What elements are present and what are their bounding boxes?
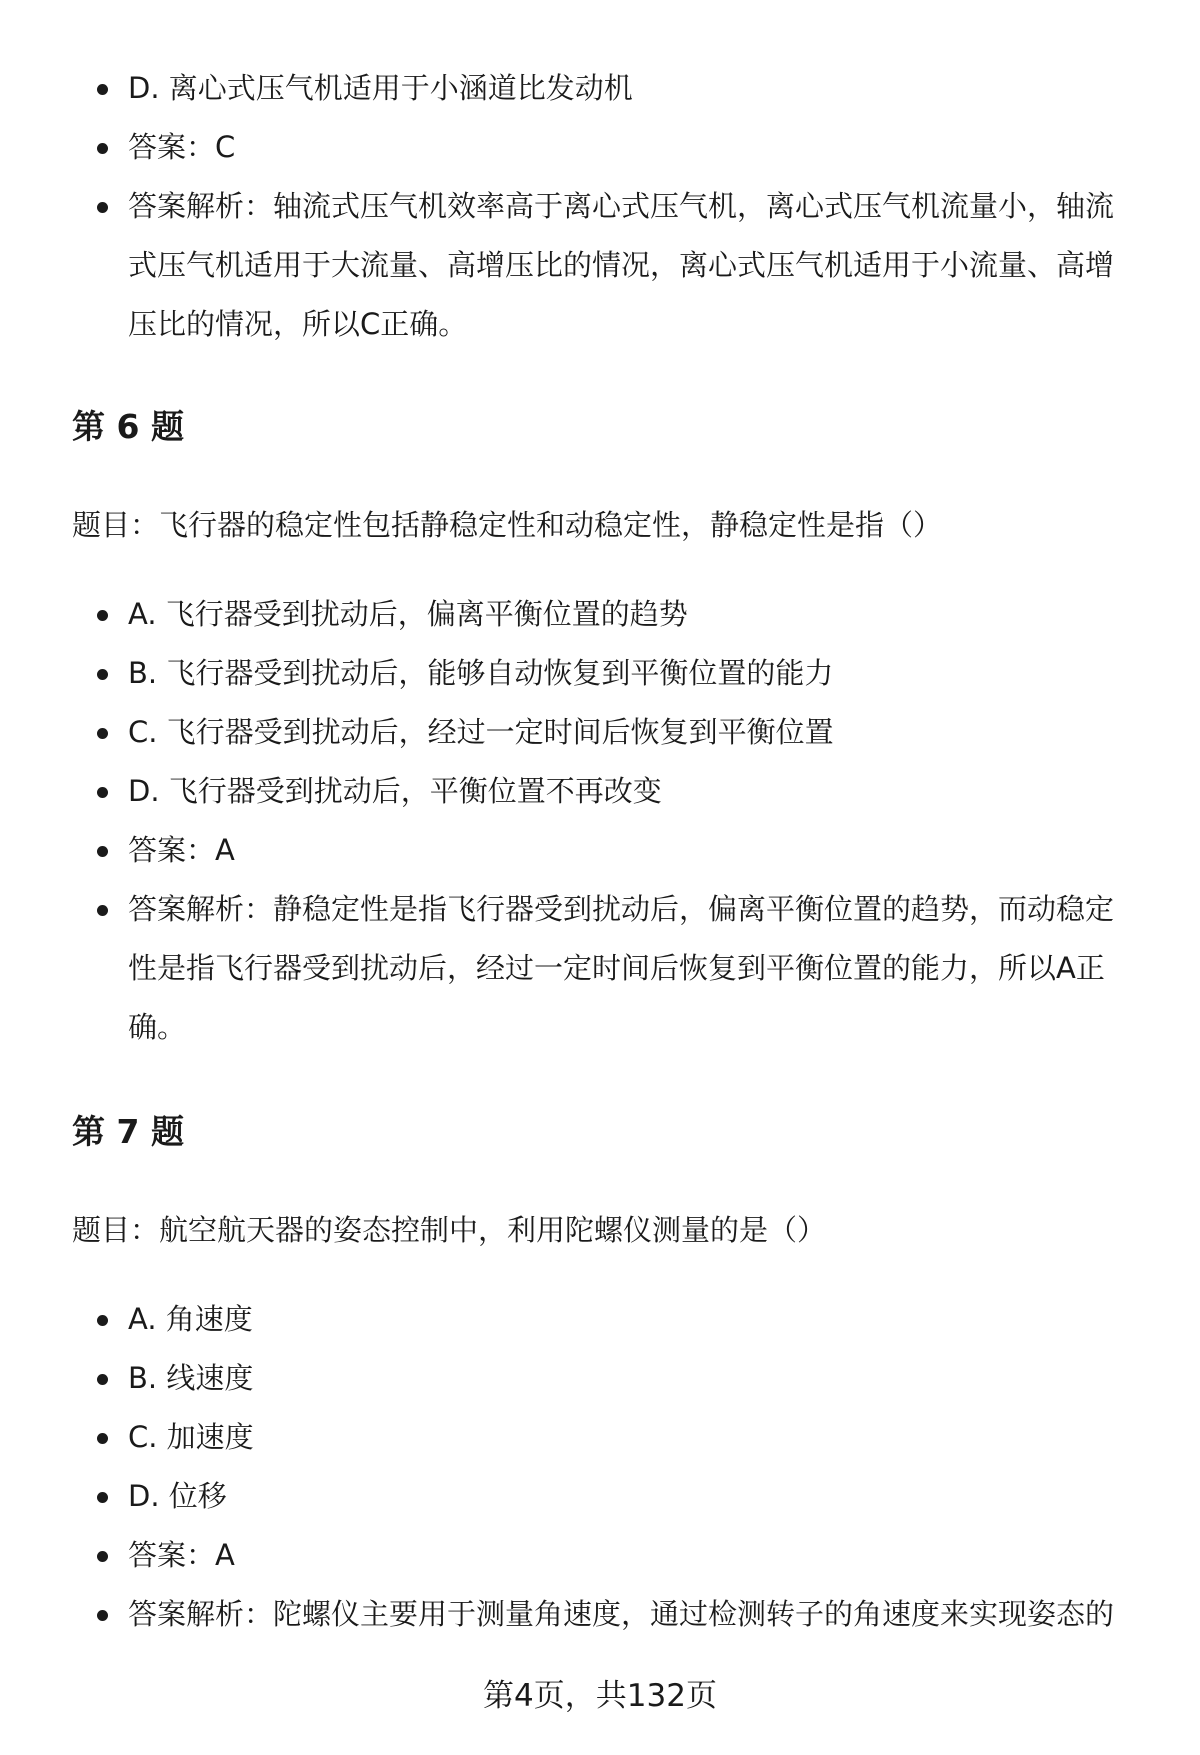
list-item: 答案解析：轴流式压气机效率高于离心式压气机，离心式压气机流量小，轴流式压气机适用于大流量、高增压比的情况，离心式压气机适用于小流量、高增压比的情况，所以C正确。 (0, 177, 1200, 354)
list-item: A. 角速度 (0, 1290, 1200, 1349)
q5-continuation-list (0, 59, 1200, 354)
list-item: 答案：A (0, 821, 1200, 880)
list-item: 答案：C (0, 118, 1200, 177)
page-number: 第4页，共132页 (483, 1678, 717, 1714)
list-item: 答案解析：陀螺仪主要用于测量角速度，通过检测转子的角速度来实现姿态的 (0, 1585, 1200, 1644)
list-item: D. 飞行器受到扰动后，平衡位置不再改变 (0, 762, 1200, 821)
q7-question: 题目：航空航天器的姿态控制中，利用陀螺仪测量的是（） (72, 1213, 827, 1247)
list-item: 答案：A (0, 1526, 1200, 1585)
q7-heading: 第 7 题 (72, 1112, 184, 1151)
list-item: A. 飞行器受到扰动后，偏离平衡位置的趋势 (0, 585, 1200, 644)
list-item: C. 加速度 (0, 1408, 1200, 1467)
q6-heading: 第 6 题 (72, 407, 184, 446)
q6-options-list (0, 585, 1200, 1057)
q7-options-list (0, 1290, 1200, 1644)
list-item: D. 离心式压气机适用于小涵道比发动机 (0, 59, 1200, 118)
list-item: C. 飞行器受到扰动后，经过一定时间后恢复到平衡位置 (0, 703, 1200, 762)
q6-question: 题目：飞行器的稳定性包括静稳定性和动稳定性，静稳定性是指（） (72, 508, 943, 542)
list-item: 答案解析：静稳定性是指飞行器受到扰动后，偏离平衡位置的趋势，而动稳定性是指飞行器受到扰动后，经过一定时间后恢复到平衡位置的能力，所以A正确。 (0, 880, 1200, 1057)
list-item: B. 飞行器受到扰动后，能够自动恢复到平衡位置的能力 (0, 644, 1200, 703)
list-item: B. 线速度 (0, 1349, 1200, 1408)
list-item: D. 位移 (0, 1467, 1200, 1526)
